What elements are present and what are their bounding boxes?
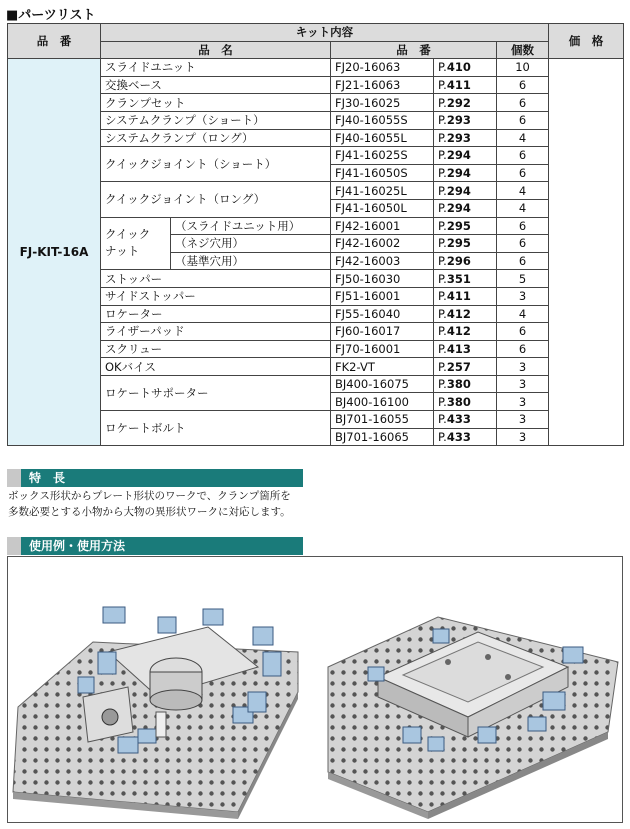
item-page: [434, 182, 497, 200]
subheader-kosu: 個数: [497, 41, 549, 59]
item-qty: 6: [497, 340, 549, 358]
clamp-part: [478, 727, 496, 743]
clamp-part: [428, 737, 444, 751]
clamp-part: [78, 677, 94, 693]
item-page: [434, 270, 497, 288]
page-title: ■パーツリスト: [6, 8, 96, 23]
table-row: [8, 270, 624, 288]
item-page: [434, 340, 497, 358]
item-qty: 3: [497, 411, 549, 429]
quick-nut-label: クイック ナット: [101, 217, 171, 270]
item-qty: 4: [497, 182, 549, 200]
page-number: 294: [446, 201, 471, 216]
item-qty: 3: [497, 375, 549, 393]
table-row: [8, 217, 624, 235]
clamp-part: [403, 727, 421, 743]
page-number: 294: [446, 148, 471, 163]
clamp-part: [563, 647, 583, 663]
clamp-part: [528, 717, 546, 731]
page-prefix: P.: [438, 148, 447, 163]
item-qty: 5: [497, 270, 549, 288]
item-page: [434, 358, 497, 376]
parts-table: [7, 23, 624, 446]
item-code: FJ41-16050S: [331, 164, 434, 182]
page-prefix: P.: [438, 236, 447, 251]
item-qty: 3: [497, 358, 549, 376]
table-row: [8, 94, 624, 112]
clamp-part: [98, 652, 116, 674]
header-hinban: 品 番: [8, 24, 101, 59]
item-qty: 6: [497, 94, 549, 112]
page-prefix: P.: [438, 60, 447, 75]
item-page: [434, 59, 497, 77]
item-qty: 4: [497, 129, 549, 147]
clamp-part: [368, 667, 384, 681]
clamp-part: [253, 627, 273, 645]
item-code: FJ42-16003: [331, 252, 434, 270]
clamp-part: [263, 652, 281, 676]
table-row: [8, 76, 624, 94]
page-number: 351: [446, 271, 471, 286]
item-qty: 3: [497, 287, 549, 305]
item-name: ストッパー: [101, 270, 331, 288]
item-code: FJ60-16017: [331, 323, 434, 341]
page-number: 296: [446, 254, 471, 269]
page-number: 294: [446, 166, 471, 181]
item-name: ロケートサポーター: [101, 375, 331, 410]
item-name: サイドストッパー: [101, 287, 331, 305]
item-page: [434, 235, 497, 253]
page-prefix: P.: [438, 359, 447, 374]
table-row: [8, 375, 624, 393]
item-page: [434, 129, 497, 147]
item-code: FJ30-16025: [331, 94, 434, 112]
page-number: 292: [446, 95, 471, 110]
page-number: 412: [446, 324, 471, 339]
header-kit: キット内容: [101, 24, 549, 42]
item-name: システムクランプ（ショート）: [101, 111, 331, 129]
item-page: [434, 252, 497, 270]
item-page: [434, 164, 497, 182]
page-number: 411: [446, 78, 471, 93]
table-row: [8, 305, 624, 323]
page-number: 380: [446, 394, 471, 409]
table-row: [8, 182, 624, 200]
item-qty: 4: [497, 199, 549, 217]
page-prefix: P.: [438, 201, 447, 216]
item-code: FJ40-16055L: [331, 129, 434, 147]
clamp-part: [158, 617, 176, 633]
table-row: [8, 111, 624, 129]
table-row: [8, 147, 624, 165]
item-page: [434, 428, 497, 446]
item-code: FJ41-16025S: [331, 147, 434, 165]
item-qty: 3: [497, 393, 549, 411]
page-number: 413: [446, 341, 471, 356]
item-code: BJ701-16055: [331, 411, 434, 429]
item-code: FJ51-16001: [331, 287, 434, 305]
clamp-part: [203, 609, 223, 625]
page-prefix: P.: [438, 429, 447, 444]
item-code: FJ21-16063: [331, 76, 434, 94]
usage-heading: 使用例・使用方法: [29, 539, 126, 553]
item-qty: 6: [497, 235, 549, 253]
table-row: [8, 340, 624, 358]
item-code: FJ55-16040: [331, 305, 434, 323]
item-qty: 6: [497, 76, 549, 94]
usage-illustration-svg: [8, 557, 622, 822]
clamp-part: [248, 692, 266, 712]
item-name: OKバイス: [101, 358, 331, 376]
page-prefix: P.: [438, 271, 447, 286]
page-prefix: P.: [438, 130, 447, 145]
item-page: [434, 94, 497, 112]
page-prefix: P.: [438, 218, 447, 233]
features-heading-bar: [7, 469, 303, 487]
page-prefix: P.: [438, 412, 447, 427]
item-code: FJ40-16055S: [331, 111, 434, 129]
page-prefix: P.: [438, 254, 447, 269]
item-name: （ネジ穴用）: [171, 235, 331, 253]
clamp-part: [103, 607, 125, 623]
support-pin: [156, 712, 166, 737]
item-page: [434, 305, 497, 323]
item-page: [434, 287, 497, 305]
page-prefix: P.: [438, 289, 447, 304]
item-qty: 6: [497, 252, 549, 270]
subheader-hinban: 品 番: [331, 41, 497, 59]
item-name: スクリュー: [101, 340, 331, 358]
page-number: 294: [446, 183, 471, 198]
clamp-part: [543, 692, 565, 710]
page-prefix: P.: [438, 341, 447, 356]
page-number: 433: [446, 412, 471, 427]
page-number: 412: [446, 306, 471, 321]
clamp-part: [118, 737, 138, 753]
table-row: [8, 323, 624, 341]
page-number: 295: [446, 236, 471, 251]
page-number: 257: [446, 359, 471, 374]
item-code: FJ50-16030: [331, 270, 434, 288]
table-row: [8, 59, 624, 77]
item-code: FJ20-16063: [331, 59, 434, 77]
item-name: スライドユニット: [101, 59, 331, 77]
item-qty: 4: [497, 305, 549, 323]
clamp-part: [138, 729, 156, 743]
item-page: [434, 411, 497, 429]
features-line-2: 多数必要とする小物から大物の異形状ワークに対応します。: [8, 506, 291, 518]
page-prefix: P.: [438, 166, 447, 181]
page-number: 433: [446, 429, 471, 444]
item-qty: 6: [497, 147, 549, 165]
page-prefix: P.: [438, 183, 447, 198]
item-page: [434, 147, 497, 165]
item-name: クランプセット: [101, 94, 331, 112]
item-name: （スライドユニット用）: [171, 217, 331, 235]
page-number: 293: [446, 130, 471, 145]
item-code: FJ41-16025L: [331, 182, 434, 200]
item-page: [434, 323, 497, 341]
table-row: [8, 287, 624, 305]
usage-heading-bar: [7, 537, 303, 555]
item-name: 交換ベース: [101, 76, 331, 94]
item-name: ロケートボルト: [101, 411, 331, 446]
table-row: [8, 411, 624, 429]
item-name: システムクランプ（ロング）: [101, 129, 331, 147]
item-code: BJ701-16065: [331, 428, 434, 446]
page-prefix: P.: [438, 377, 447, 392]
page-prefix: P.: [438, 78, 447, 93]
features-text: [8, 488, 291, 520]
item-name: ロケーター: [101, 305, 331, 323]
item-name: ライザーパッド: [101, 323, 331, 341]
item-page: [434, 199, 497, 217]
kit-code: FJ-KIT-16A: [8, 59, 101, 446]
page-number: 410: [446, 60, 471, 75]
page-prefix: P.: [438, 306, 447, 321]
page-prefix: P.: [438, 394, 447, 409]
table-row: [8, 358, 624, 376]
item-code: FJ41-16050L: [331, 199, 434, 217]
page-prefix: P.: [438, 324, 447, 339]
page-number: 411: [446, 289, 471, 304]
item-name: （基準穴用）: [171, 252, 331, 270]
item-page: [434, 393, 497, 411]
table-row: [8, 129, 624, 147]
item-qty: 3: [497, 428, 549, 446]
header-kakaku: 価 格: [549, 24, 624, 59]
clamp-part: [433, 629, 449, 643]
features-heading: 特 長: [29, 471, 66, 485]
price-cell: [549, 59, 624, 446]
item-code: FJ70-16001: [331, 340, 434, 358]
item-qty: 6: [497, 164, 549, 182]
item-page: [434, 76, 497, 94]
page-number: 380: [446, 377, 471, 392]
item-code: FJ42-16001: [331, 217, 434, 235]
subheader-hinmei: 品 名: [101, 41, 331, 59]
item-page: [434, 217, 497, 235]
features-line-1: ボックス形状からプレート形状のワークで、クランプ箇所を: [8, 490, 291, 502]
item-qty: 6: [497, 111, 549, 129]
item-code: FJ42-16002: [331, 235, 434, 253]
page-number: 295: [446, 218, 471, 233]
item-qty: 10: [497, 59, 549, 77]
item-code: FK2-VT: [331, 358, 434, 376]
item-code: BJ400-16075: [331, 375, 434, 393]
item-code: BJ400-16100: [331, 393, 434, 411]
item-qty: 6: [497, 217, 549, 235]
item-page: [434, 375, 497, 393]
item-name: クイックジョイント（ロング）: [101, 182, 331, 217]
page-prefix: P.: [438, 95, 447, 110]
item-page: [434, 111, 497, 129]
item-name: クイックジョイント（ショート）: [101, 147, 331, 182]
usage-illustration: [7, 556, 623, 823]
page-number: 293: [446, 113, 471, 128]
page-prefix: P.: [438, 113, 447, 128]
item-qty: 6: [497, 323, 549, 341]
